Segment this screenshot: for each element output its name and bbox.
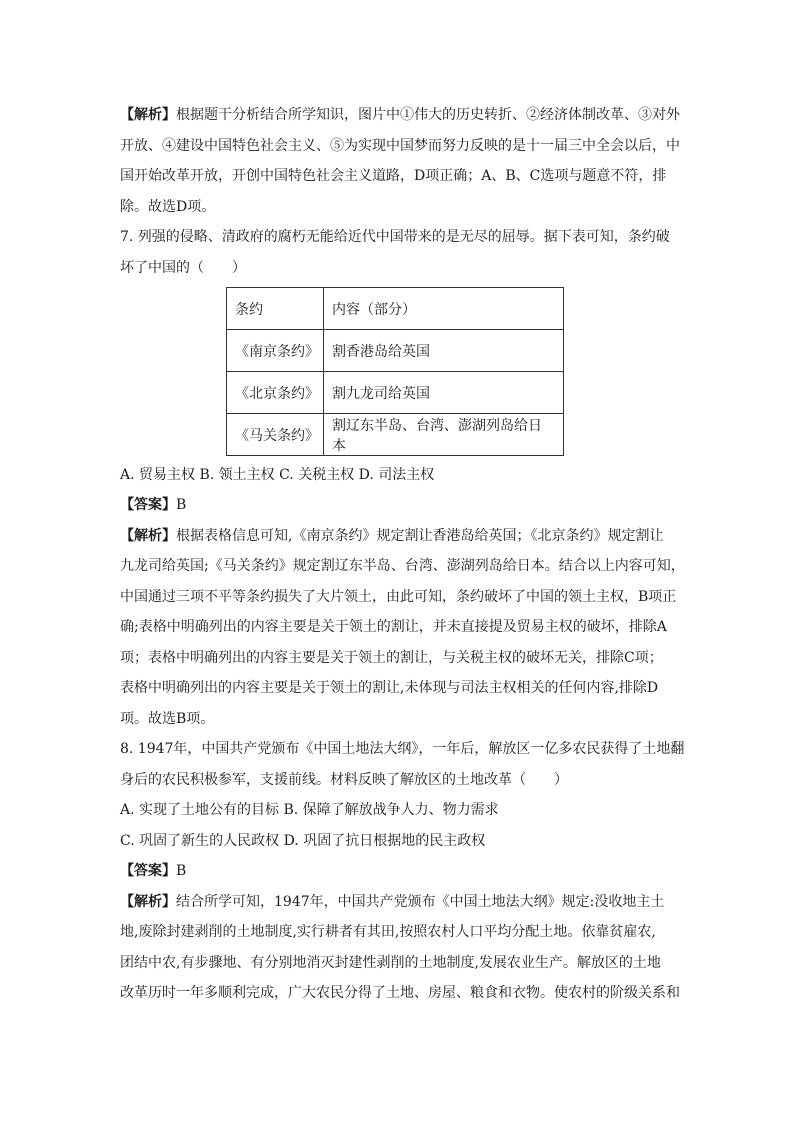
treaty-table-wrapper: [226, 287, 680, 456]
table-row: [227, 372, 564, 414]
analysis-text-line: 中国通过三项不平等条约损失了大片领土，由此可知，条约破坏了中国的领土主权，B项正: [120, 588, 677, 605]
analysis-text-line: 结合所学可知，1947年，中国共产党颁布《中国土地法大纲》规定:没收地主土: [176, 893, 665, 910]
option-line: A. 实现了土地公有的目标 B. 保障了解放战争人力、物力需求: [120, 802, 499, 818]
q7-options: A. 贸易主权 B. 领土主权 C. 关税主权 D. 司法主权: [120, 467, 435, 483]
table-row: [227, 330, 564, 372]
answer-value: B: [176, 863, 187, 879]
analysis-text-line: 国开始改革开放，开创中国特色社会主义道路，D项正确；A、B、C选项与题意不符，排: [120, 168, 667, 184]
answer-value: B: [176, 497, 187, 513]
analysis-text-line: 根据表格信息可知,《南京条约》规定割让香港岛给英国；《北京条约》规定割让: [176, 527, 664, 544]
analysis-text-line: 开放、④建设中国特色社会主义、⑤为实现中国梦而努力反映的是十一届三中全会以后，中: [120, 137, 680, 154]
table-cell: 《南京条约》: [227, 330, 324, 372]
table-row: [227, 414, 564, 456]
analysis-tag: 【解析】: [120, 527, 176, 544]
analysis-text-line: 九龙司给英国;《马关条约》规定割辽东半岛、台湾、澎湖列岛给日本。结合以上内容可知，: [120, 558, 685, 574]
table-header-cell: 内容（部分）: [324, 288, 564, 330]
analysis-text-line: 表格中明确列出的内容主要是关于领土的割让,未体现与司法主权相关的任何内容,排除D: [120, 680, 659, 696]
q6-analysis: [120, 100, 680, 222]
option-line: C. 巩固了新生的人民政权 D. 巩固了抗日根据地的民主政权: [120, 832, 486, 849]
analysis-text-line: 确;表格中明确列出的内容主要是关于领土的割让，并未直接提及贸易主权的破坏，排除A: [120, 619, 667, 635]
table-header-row: [227, 288, 564, 330]
q8-stem: [120, 734, 685, 795]
table-header-cell: 条约: [227, 288, 324, 330]
document-page: [120, 100, 685, 1009]
table-cell: 割辽东半岛、台湾、澎湖列岛给日本: [324, 414, 564, 456]
treaty-table: [226, 287, 564, 456]
analysis-text-line: 团结中农,有步骤地、有分别地消灭封建性剥削的土地制度,发展农业生产。解放区的土地: [120, 954, 661, 971]
question-stem-line: 7. 列强的侵略、清政府的腐朽无能给近代中国带来的是无尽的屈辱。据下表可知，条约破: [120, 229, 670, 245]
question-stem-line: 坏了中国的（ ）: [120, 259, 246, 276]
analysis-tag: 【解析】: [120, 893, 176, 910]
table-cell: 割香港岛给英国: [324, 330, 564, 372]
q8-analysis: [120, 887, 680, 1009]
analysis-tag: 【解析】: [120, 107, 176, 123]
table-cell: 《马关条约》: [227, 414, 324, 456]
analysis-text-line: 除。故选D项。: [120, 198, 216, 215]
analysis-text-line: 地,废除封建剥削的土地制度,实行耕者有其田,按照农村人口平均分配土地。依靠贫雇农,: [120, 924, 656, 940]
answer-tag: 【答案】: [120, 863, 176, 879]
question-stem-line: 身后的农民积极参军，支援前线。材料反映了解放区的土地改革（ ）: [120, 771, 568, 788]
q8-options: [120, 795, 680, 856]
answer-tag: 【答案】: [120, 497, 176, 513]
table-cell: 《北京条约》: [227, 372, 324, 414]
analysis-text-line: 根据题干分析结合所学知识，图片中①伟大的历史转折、②经济体制改革、③对外: [176, 107, 680, 123]
analysis-text-line: 项。故选B项。: [120, 710, 215, 727]
q7-stem: [120, 222, 680, 283]
analysis-text-line: 项；表格中明确列出的内容主要是关于领土的割让，与关税主权的破坏无关，排除C项；: [120, 649, 663, 666]
analysis-text-line: 改革历时一年多顺利完成，广大农民分得了土地、房屋、粮食和衣物。使农村的阶级关系和: [120, 985, 680, 1001]
q8-answer: [120, 856, 680, 887]
q7-answer: [120, 490, 680, 521]
question-stem-line: 8. 1947年，中国共产党颁布《中国土地法大纲》，一年后，解放区一亿多农民获得了土地翻: [120, 741, 685, 757]
table-cell: 割九龙司给英国: [324, 372, 564, 414]
q7-analysis: [120, 521, 685, 735]
